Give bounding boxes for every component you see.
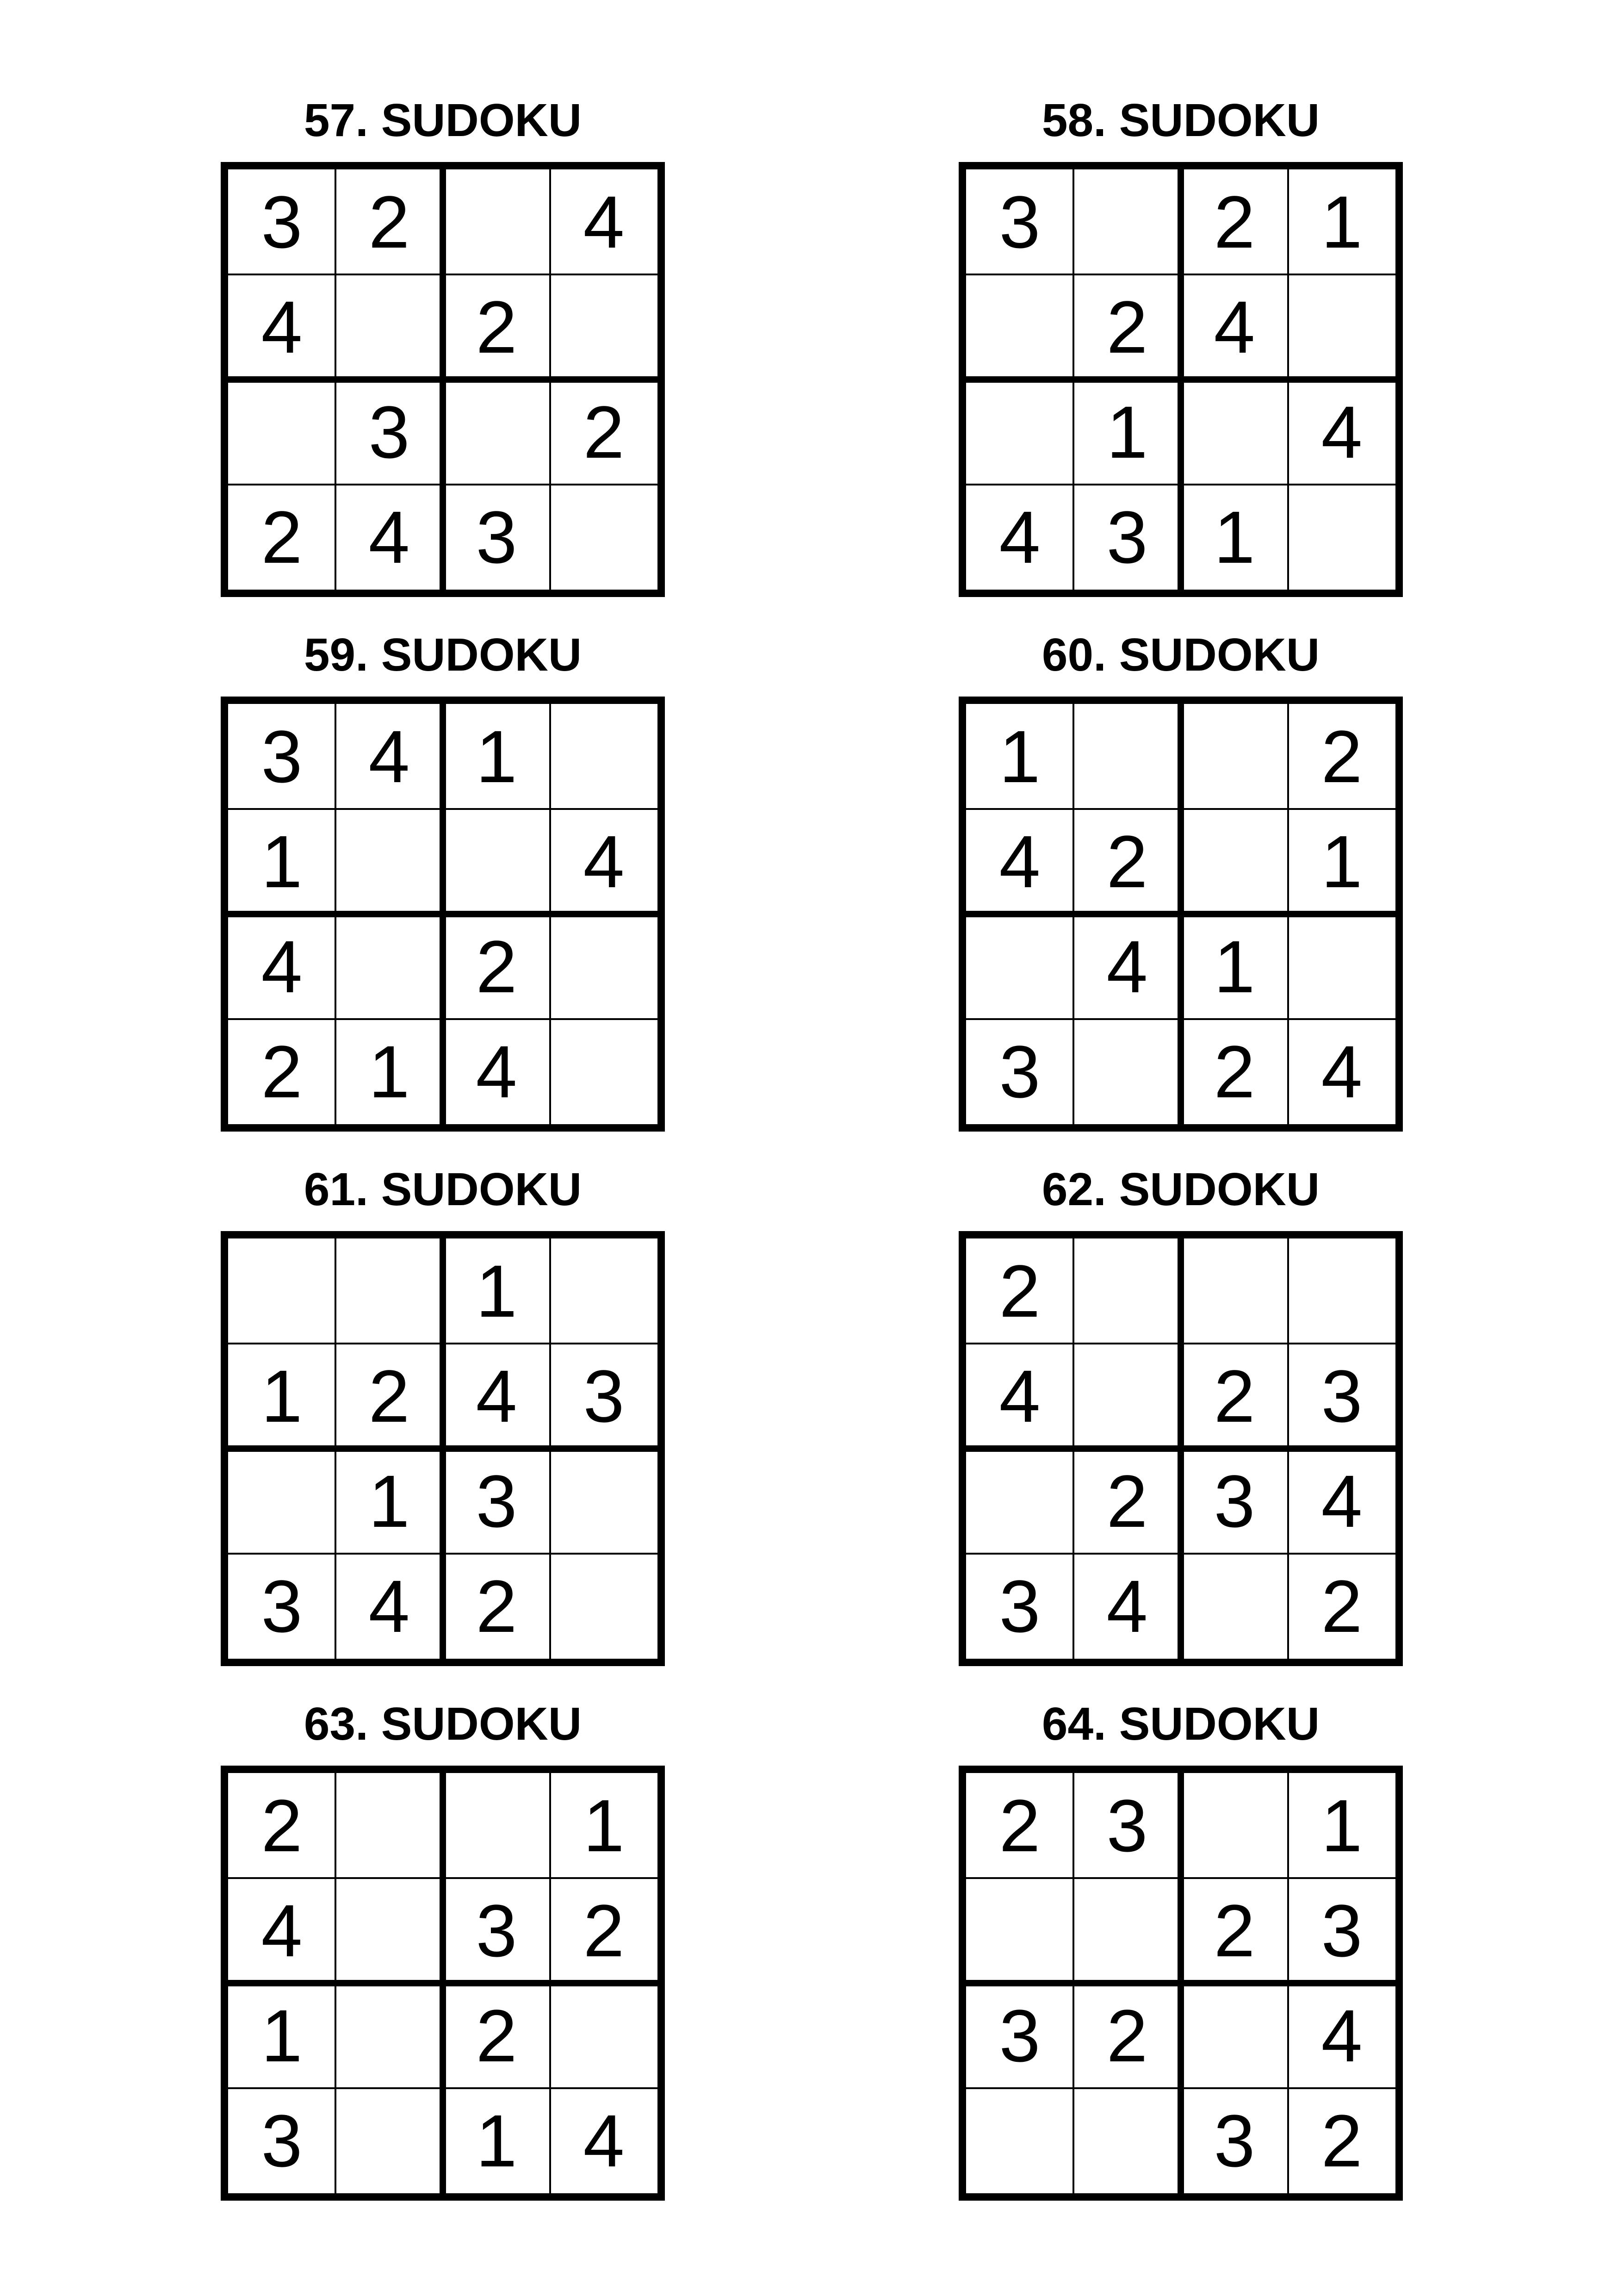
sudoku-cell	[1073, 1878, 1181, 1983]
sudoku-grid	[221, 162, 665, 597]
sudoku-cell	[335, 2088, 443, 2193]
sudoku-cell: 4	[1321, 1459, 1363, 1543]
sudoku-puzzle	[221, 627, 665, 1113]
sudoku-cell: 4	[1321, 1994, 1363, 2077]
puzzle-title: 58. SUDOKU	[1041, 94, 1320, 146]
sudoku-cell: 2	[1214, 1889, 1255, 1972]
sudoku-cell: 3	[261, 715, 303, 798]
sudoku-cell	[335, 1983, 443, 2088]
sudoku-cell	[550, 1019, 657, 1124]
sudoku-cell: 2	[261, 1784, 303, 1867]
puzzle-title: 61. SUDOKU	[304, 1164, 582, 1215]
sudoku-cell: 2	[476, 1994, 517, 2077]
sudoku-cell	[443, 809, 550, 914]
sudoku-cell: 3	[476, 1889, 517, 1972]
sudoku-cell: 4	[261, 1889, 303, 1972]
sudoku-cell	[1288, 914, 1395, 1019]
sudoku-cell: 4	[999, 495, 1041, 579]
sudoku-cell	[335, 1238, 443, 1344]
sudoku-cell: 1	[583, 1784, 625, 1867]
sudoku-cell	[1073, 1344, 1181, 1449]
sudoku-cell	[1073, 704, 1181, 809]
sudoku-cell	[335, 1878, 443, 1983]
sudoku-cell: 2	[1214, 180, 1255, 263]
sudoku-cell: 1	[261, 1354, 303, 1437]
sudoku-cell: 3	[368, 390, 410, 473]
puzzle-title: 62. SUDOKU	[1041, 1164, 1320, 1215]
puzzle-title: 63. SUDOKU	[304, 1698, 582, 1750]
sudoku-cell	[550, 914, 657, 1019]
sudoku-cell: 1	[261, 820, 303, 903]
sudoku-puzzle	[959, 1696, 1403, 2182]
sudoku-cell	[1288, 274, 1395, 380]
sudoku-cell	[228, 1238, 335, 1344]
sudoku-cell: 3	[999, 1994, 1041, 2077]
sudoku-cell: 4	[999, 820, 1041, 903]
sudoku-cell: 1	[368, 1459, 410, 1543]
sudoku-cell: 3	[476, 1459, 517, 1543]
sudoku-cell: 2	[583, 1889, 625, 1972]
puzzle-title: 57. SUDOKU	[304, 94, 582, 146]
sudoku-cell: 2	[476, 925, 517, 1008]
sudoku-cell: 3	[1321, 1889, 1363, 1972]
sudoku-cell	[1073, 1019, 1181, 1124]
sudoku-cell: 1	[1321, 1784, 1363, 1867]
sudoku-cell: 2	[1106, 820, 1148, 903]
sudoku-cell	[966, 1449, 1073, 1554]
sudoku-cell	[335, 914, 443, 1019]
sudoku-puzzle	[221, 1696, 665, 2182]
sudoku-cell: 2	[1106, 1994, 1148, 2077]
sudoku-cell: 2	[261, 495, 303, 579]
sudoku-cell: 2	[1321, 715, 1363, 798]
sudoku-cell: 4	[1106, 925, 1148, 1008]
sudoku-cell	[1181, 1238, 1288, 1344]
sudoku-cell: 4	[261, 925, 303, 1008]
sudoku-cell	[335, 274, 443, 380]
puzzle-title: 64. SUDOKU	[1041, 1698, 1320, 1750]
sudoku-cell	[1288, 485, 1395, 590]
sudoku-cell: 1	[1106, 390, 1148, 473]
sudoku-cell	[335, 1773, 443, 1878]
sudoku-puzzle	[221, 93, 665, 579]
sudoku-cell	[550, 274, 657, 380]
sudoku-cell	[1181, 809, 1288, 914]
sudoku-cell: 4	[1321, 390, 1363, 473]
puzzle-title: 60. SUDOKU	[1041, 629, 1320, 681]
sudoku-cell	[1073, 2088, 1181, 2193]
sudoku-cell	[550, 1983, 657, 2088]
sudoku-cell: 2	[1106, 1459, 1148, 1543]
sudoku-cell: 4	[1214, 285, 1255, 368]
sudoku-cell	[1181, 1983, 1288, 2088]
sudoku-cell: 1	[368, 1030, 410, 1113]
sudoku-cell: 3	[1214, 1459, 1255, 1543]
sudoku-cell: 1	[476, 1249, 517, 1332]
sudoku-cell: 3	[1106, 1784, 1148, 1867]
sudoku-cell: 4	[583, 2099, 625, 2182]
sudoku-cell	[966, 274, 1073, 380]
sudoku-cell: 3	[261, 1564, 303, 1648]
sudoku-cell: 2	[368, 1354, 410, 1437]
sudoku-puzzle	[959, 627, 1403, 1113]
sudoku-cell	[228, 380, 335, 485]
sudoku-cell	[550, 485, 657, 590]
sudoku-cell: 3	[1321, 1354, 1363, 1437]
sudoku-cell	[1181, 1554, 1288, 1659]
sudoku-cell	[1288, 1238, 1395, 1344]
sudoku-cell: 3	[1106, 495, 1148, 579]
sudoku-cell: 1	[261, 1994, 303, 2077]
sudoku-cell	[1181, 380, 1288, 485]
sudoku-cell: 1	[476, 715, 517, 798]
sudoku-puzzle	[959, 93, 1403, 579]
sudoku-cell	[550, 704, 657, 809]
sudoku-grid	[221, 1231, 665, 1666]
sudoku-cell	[550, 1554, 657, 1659]
sudoku-cell: 3	[476, 495, 517, 579]
sudoku-cell	[1181, 1773, 1288, 1878]
sudoku-cell: 2	[1321, 1564, 1363, 1648]
sudoku-cell: 4	[583, 820, 625, 903]
sudoku-cell: 4	[1106, 1564, 1148, 1648]
sudoku-cell	[1181, 704, 1288, 809]
sudoku-cell: 2	[999, 1249, 1041, 1332]
sudoku-cell: 4	[368, 495, 410, 579]
sudoku-cell: 2	[1106, 285, 1148, 368]
sudoku-cell	[550, 1238, 657, 1344]
sudoku-cell: 4	[476, 1354, 517, 1437]
sudoku-cell: 2	[1214, 1354, 1255, 1437]
sudoku-cell: 4	[999, 1354, 1041, 1437]
sudoku-cell: 2	[476, 285, 517, 368]
sudoku-cell: 1	[999, 715, 1041, 798]
sudoku-cell	[443, 169, 550, 274]
sudoku-cell: 4	[583, 180, 625, 263]
sudoku-cell: 4	[261, 285, 303, 368]
sudoku-cell	[443, 380, 550, 485]
sudoku-grid	[959, 1231, 1403, 1666]
sudoku-cell	[335, 809, 443, 914]
sudoku-cell: 1	[476, 2099, 517, 2182]
sudoku-grid	[959, 162, 1403, 597]
sudoku-cell	[1073, 1238, 1181, 1344]
sudoku-grid	[959, 1766, 1403, 2201]
sudoku-cell: 2	[999, 1784, 1041, 1867]
sudoku-cell	[550, 1449, 657, 1554]
sudoku-cell: 4	[1321, 1030, 1363, 1113]
sudoku-cell	[228, 1449, 335, 1554]
sudoku-cell	[966, 380, 1073, 485]
sudoku-cell	[966, 914, 1073, 1019]
sudoku-cell: 3	[999, 1564, 1041, 1648]
sudoku-cell	[1073, 169, 1181, 274]
puzzle-title: 59. SUDOKU	[304, 629, 582, 681]
sudoku-cell: 1	[1214, 495, 1255, 579]
sudoku-cell: 3	[999, 180, 1041, 263]
sudoku-cell: 2	[1321, 2099, 1363, 2182]
sudoku-cell	[966, 1878, 1073, 1983]
sudoku-cell: 4	[368, 715, 410, 798]
sudoku-cell: 3	[261, 2099, 303, 2182]
sudoku-cell: 3	[261, 180, 303, 263]
sudoku-cell	[966, 2088, 1073, 2193]
sudoku-puzzle	[959, 1162, 1403, 1648]
sudoku-cell: 2	[368, 180, 410, 263]
sudoku-cell: 2	[476, 1564, 517, 1648]
sudoku-cell: 3	[999, 1030, 1041, 1113]
sudoku-cell: 4	[368, 1564, 410, 1648]
sudoku-cell: 2	[261, 1030, 303, 1113]
sudoku-cell: 3	[583, 1354, 625, 1437]
sudoku-cell: 1	[1214, 925, 1255, 1008]
sudoku-cell: 2	[583, 390, 625, 473]
sudoku-grid	[221, 697, 665, 1132]
sudoku-cell: 1	[1321, 820, 1363, 903]
sudoku-cell: 4	[476, 1030, 517, 1113]
sudoku-cell: 2	[1214, 1030, 1255, 1113]
sudoku-grid	[959, 697, 1403, 1132]
sudoku-grid	[221, 1766, 665, 2201]
sudoku-cell: 3	[1214, 2099, 1255, 2182]
sudoku-cell	[443, 1773, 550, 1878]
sudoku-cell: 1	[1321, 180, 1363, 263]
sudoku-puzzle	[221, 1162, 665, 1648]
